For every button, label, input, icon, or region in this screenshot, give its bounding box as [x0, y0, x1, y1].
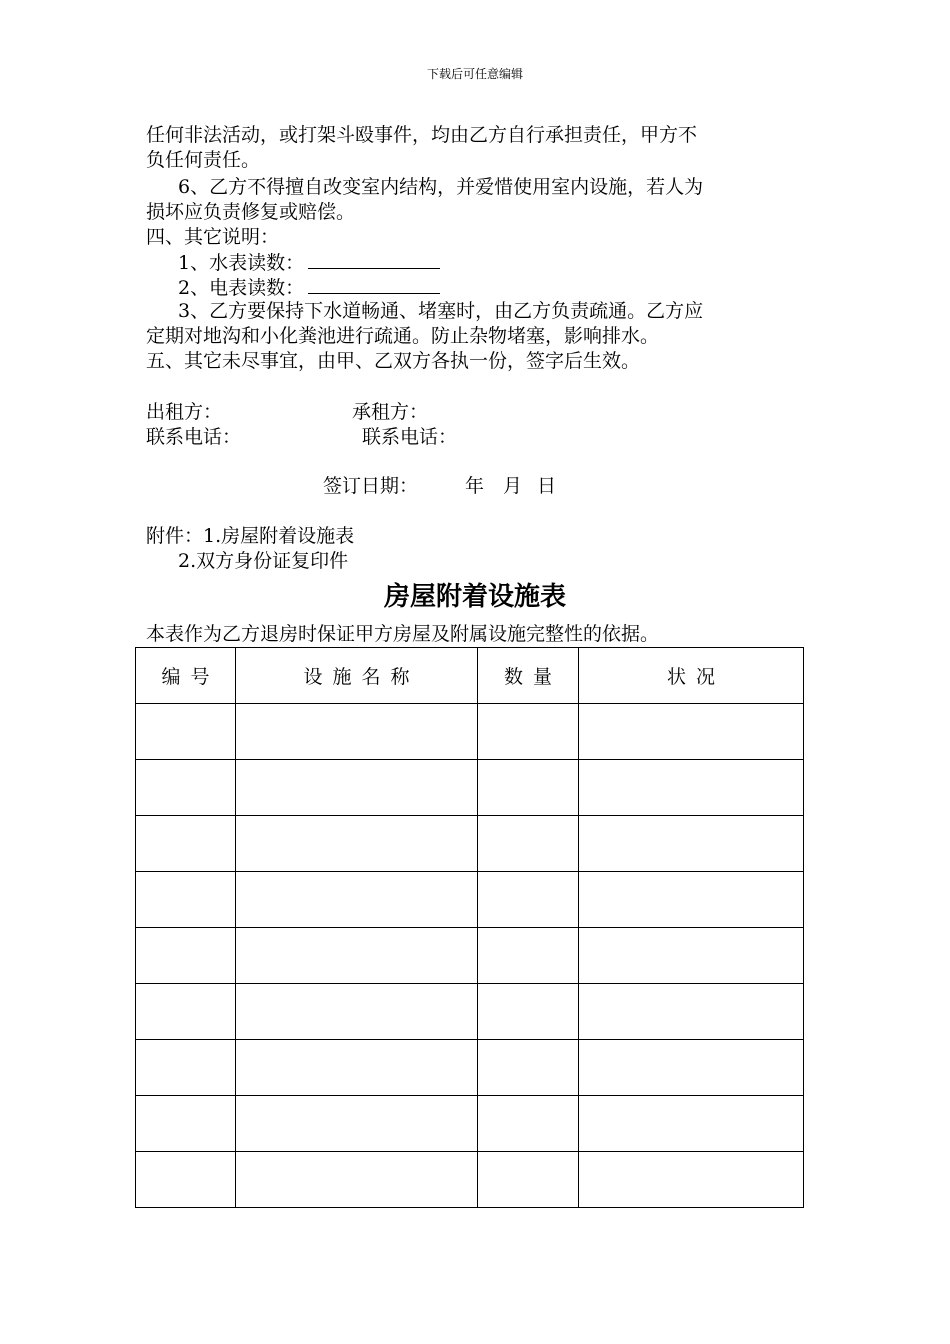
table-row [136, 704, 804, 760]
table-cell[interactable] [136, 984, 236, 1040]
clause-6-text: 6、乙方不得擅自改变室内结构，并爱惜使用室内设施，若人为 [178, 176, 704, 198]
table-cell[interactable] [136, 928, 236, 984]
table-cell[interactable] [136, 704, 236, 760]
lessor-phone-label: 联系电话： [146, 426, 242, 448]
table-cell[interactable] [136, 1096, 236, 1152]
table-cell[interactable] [478, 1040, 579, 1096]
table-cell[interactable] [136, 760, 236, 816]
table-cell[interactable] [579, 984, 804, 1040]
table-body [136, 704, 804, 1208]
water-meter-label: 1、水表读数： [178, 252, 305, 274]
table-cell[interactable] [478, 704, 579, 760]
sign-date-label: 签订日期： [323, 475, 419, 497]
table-cell[interactable] [236, 704, 478, 760]
header-note: 下载后可任意编辑 [426, 67, 523, 81]
table-row [136, 984, 804, 1040]
sign-date-month: 月 [503, 475, 523, 497]
sign-date-year: 年 [465, 475, 485, 497]
table-cell[interactable] [236, 1152, 478, 1208]
clause-3-text: 3、乙方要保持下水道畅通、堵塞时，由乙方负责疏通。乙方应 [178, 300, 704, 322]
water-meter-row [178, 250, 810, 276]
section-4-heading: 四、其它说明： [146, 226, 280, 248]
table-cell[interactable] [579, 928, 804, 984]
table-cell[interactable] [478, 872, 579, 928]
table-row [136, 1152, 804, 1208]
table-cell[interactable] [478, 1096, 579, 1152]
lessor-label: 出租方： [146, 401, 223, 423]
table-cell[interactable] [478, 760, 579, 816]
table-cell[interactable] [579, 1096, 804, 1152]
table-cell[interactable] [136, 1152, 236, 1208]
lessee-phone-label: 联系电话： [362, 426, 458, 448]
table-title: 房屋附着设施表 [383, 582, 566, 612]
section-5-text: 五、其它未尽事宜，由甲、乙双方各执一份，签字后生效。 [146, 350, 641, 372]
table-cell[interactable] [236, 1040, 478, 1096]
table-cell[interactable] [579, 760, 804, 816]
header-number: 编号 [136, 648, 236, 704]
table-cell[interactable] [478, 984, 579, 1040]
table-cell[interactable] [579, 816, 804, 872]
table-cell[interactable] [478, 816, 579, 872]
table-cell[interactable] [579, 1040, 804, 1096]
contract-text-line: 负任何责任。 [146, 149, 261, 171]
table-cell[interactable] [136, 1040, 236, 1096]
lessee-label: 承租方： [352, 401, 429, 423]
table-row [136, 1096, 804, 1152]
table-cell[interactable] [579, 1152, 804, 1208]
contract-text-line: 损坏应负责修复或赔偿。 [146, 201, 356, 223]
table-row [136, 872, 804, 928]
water-meter-blank [308, 250, 440, 269]
contract-text-line: 定期对地沟和小化粪池进行疏通。防止杂物堵塞，影响排水。 [146, 325, 660, 347]
electric-meter-label: 2、电表读数： [178, 277, 305, 299]
table-row [136, 816, 804, 872]
table-cell[interactable] [236, 928, 478, 984]
table-cell[interactable] [478, 928, 579, 984]
contract-text-line: 任何非法活动，或打架斗殴事件，均由乙方自行承担责任，甲方不 [146, 124, 698, 146]
table-cell[interactable] [236, 984, 478, 1040]
electric-meter-row [178, 275, 810, 301]
table-cell[interactable] [136, 816, 236, 872]
table-cell[interactable] [236, 872, 478, 928]
table-row [136, 1040, 804, 1096]
table-row [136, 760, 804, 816]
table-cell[interactable] [236, 816, 478, 872]
attachment-item-1: 附件：1.房屋附着设施表 [146, 525, 355, 547]
facilities-table [135, 647, 804, 1208]
attachment-item-2: 2.双方身份证复印件 [178, 550, 349, 572]
table-cell[interactable] [478, 1152, 579, 1208]
table-row [136, 928, 804, 984]
electric-meter-blank [308, 275, 440, 294]
table-cell[interactable] [579, 872, 804, 928]
table-header-row [136, 648, 804, 704]
header-quantity: 数量 [478, 648, 579, 704]
table-cell[interactable] [136, 872, 236, 928]
table-cell[interactable] [236, 1096, 478, 1152]
sign-date-day: 日 [537, 475, 557, 497]
table-cell[interactable] [236, 760, 478, 816]
table-intro: 本表作为乙方退房时保证甲方房屋及附属设施完整性的依据。 [146, 623, 660, 645]
header-facility-name: 设施名称 [236, 648, 478, 704]
table-cell[interactable] [579, 704, 804, 760]
header-condition: 状况 [579, 648, 804, 704]
